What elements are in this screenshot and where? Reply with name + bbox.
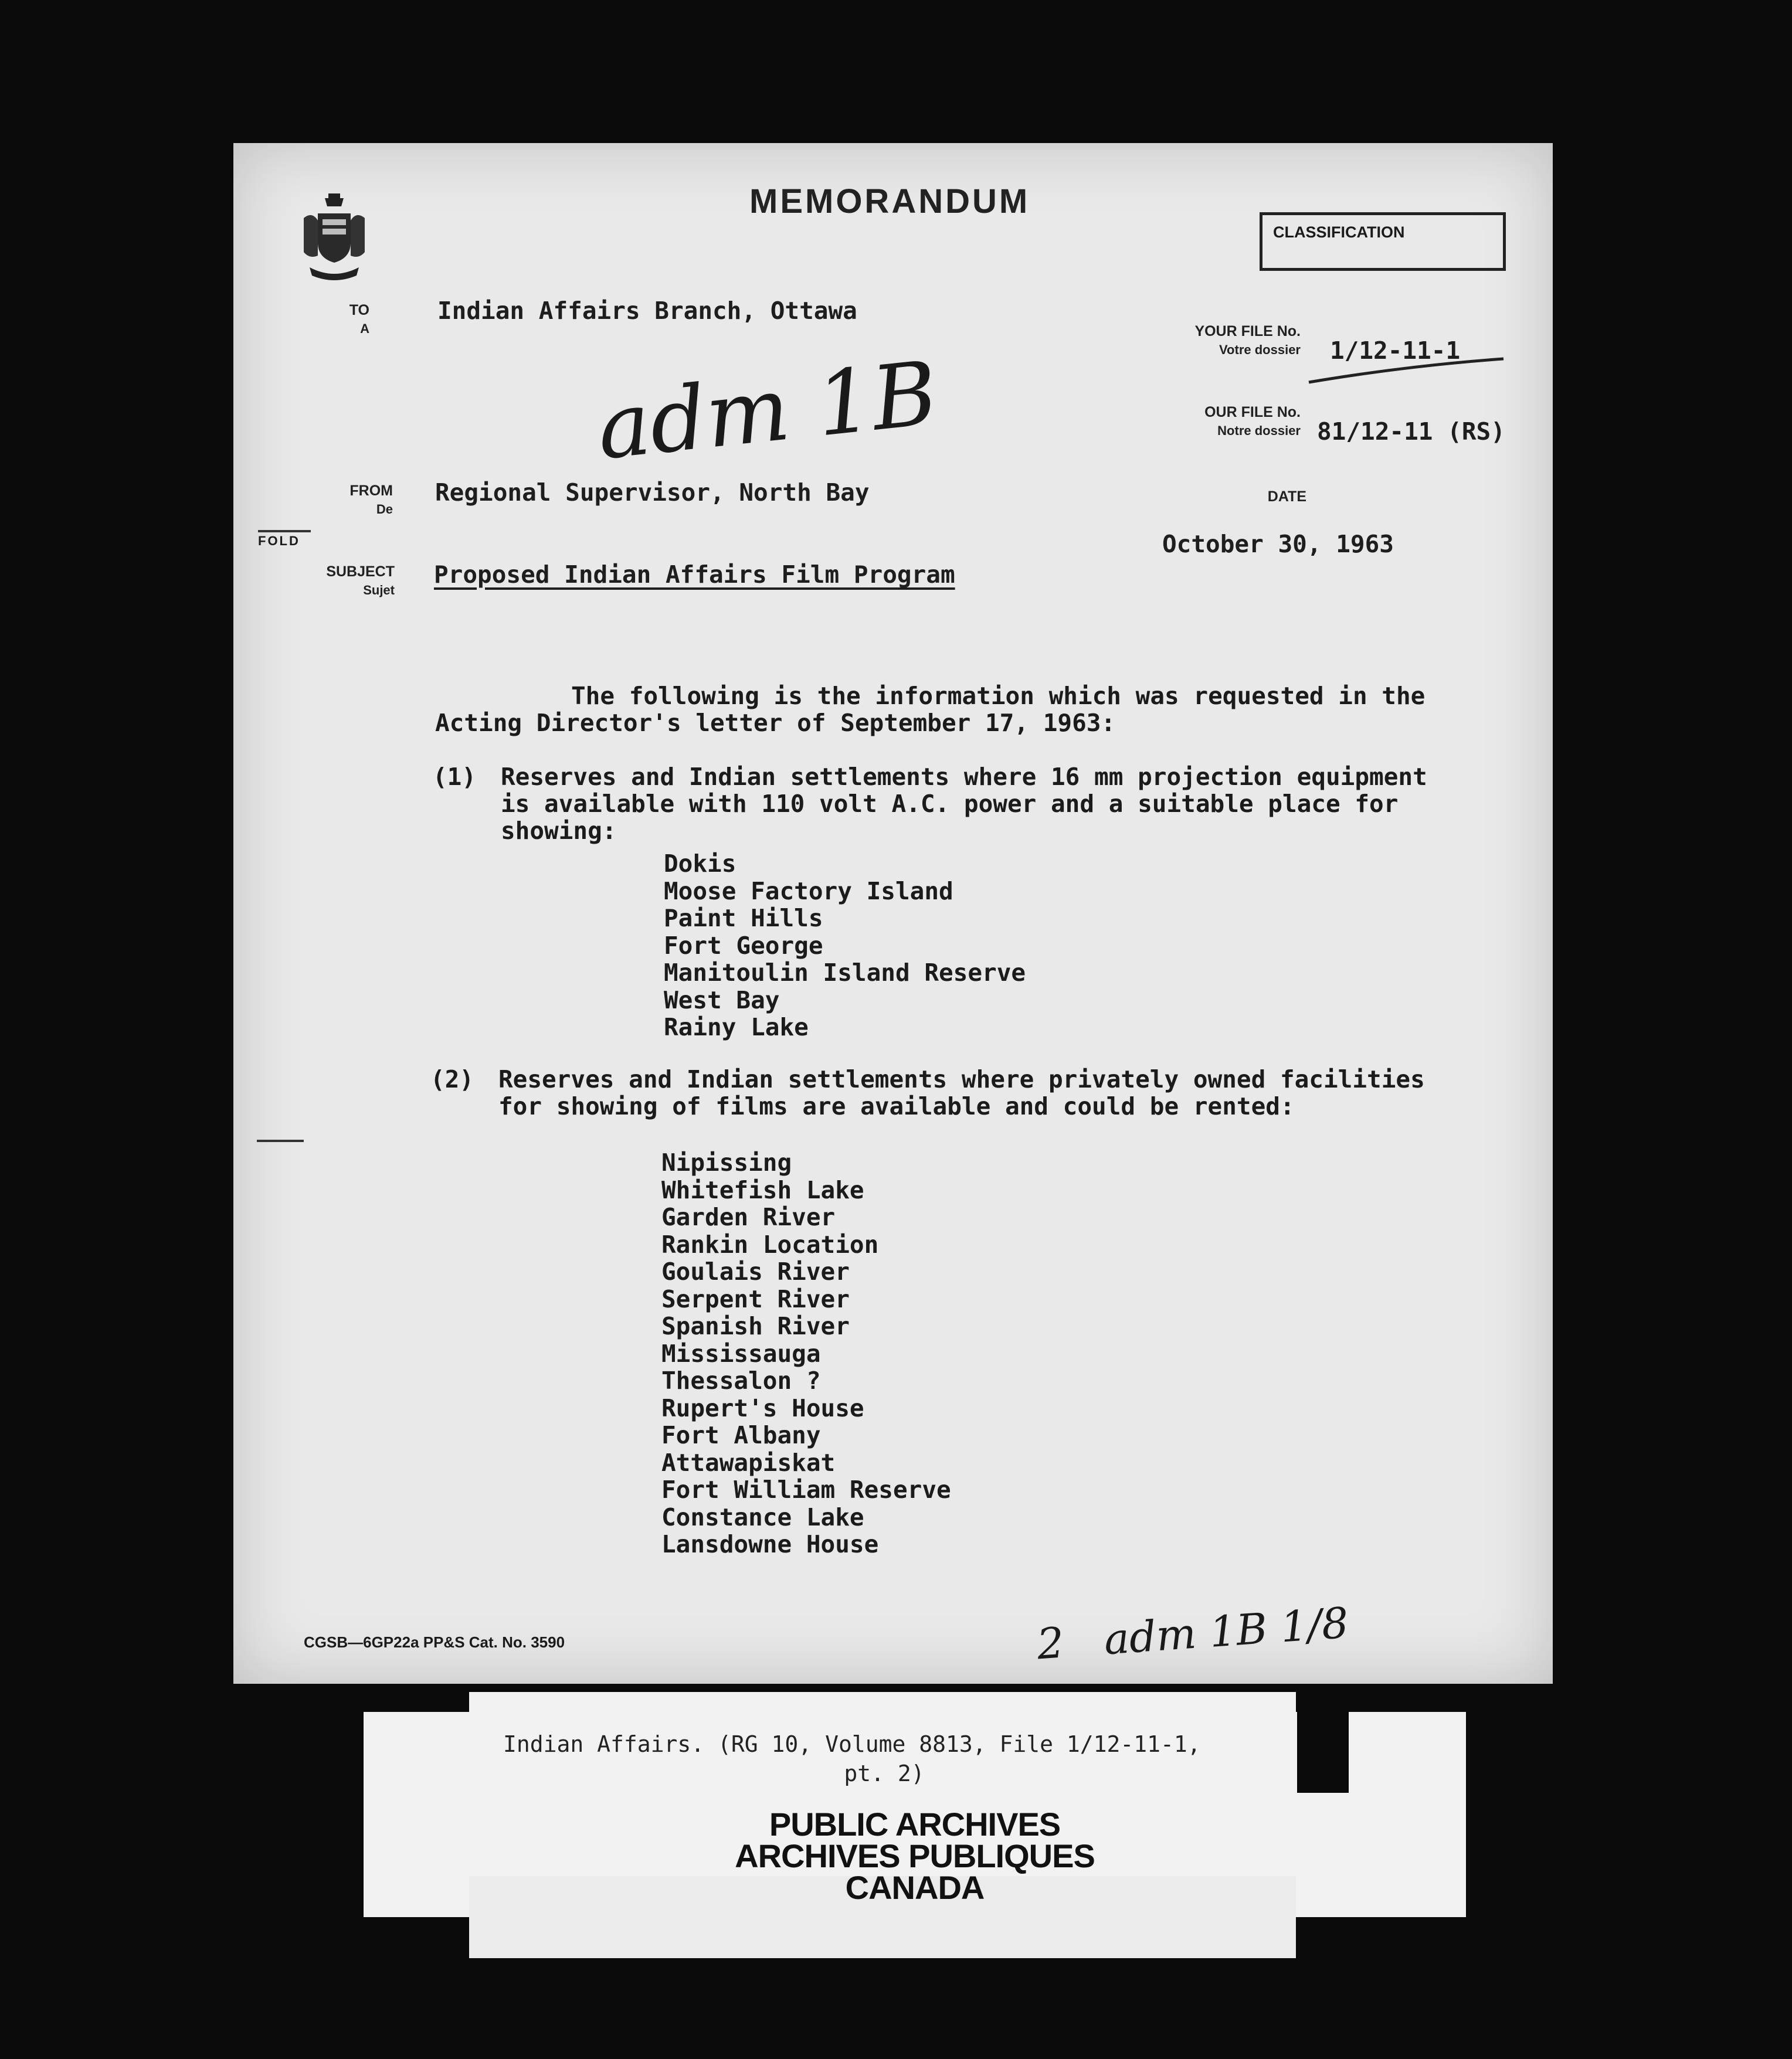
place-list-item: Rupert's House [661, 1394, 864, 1422]
citation-line-1: Indian Affairs. (RG 10, Volume 8813, File 1/12-11-1, [503, 1731, 1201, 1757]
to-label: TO [349, 302, 369, 318]
place-list-item: Thessalon ? [661, 1367, 821, 1395]
our-file-sub-label: Notre dossier [1217, 423, 1301, 438]
from-sub-label: De [376, 502, 393, 517]
stamp-line-1: PUBLIC ARCHIVES [769, 1806, 1061, 1843]
file-underline-mark [1306, 354, 1506, 389]
place-list-item: Whitefish Lake [661, 1175, 864, 1204]
handwritten-note: adm 1B [592, 342, 942, 480]
subject-sub-label: Sujet [363, 583, 395, 597]
place-list-item: Fort Albany [661, 1421, 821, 1449]
place-list-item: Paint Hills [664, 904, 823, 932]
place-list-item: Rankin Location [661, 1230, 879, 1259]
item-2-text [498, 1066, 1425, 1120]
subject-label-block [315, 563, 395, 599]
margin-tick [257, 1140, 304, 1142]
item-1-line: is available with 110 volt A.C. power and a suitable place for [501, 790, 1399, 818]
item-2-number: (2) [430, 1065, 474, 1093]
place-list-item: Spanish River [661, 1312, 850, 1340]
stamp-line-3: CANADA [845, 1869, 985, 1906]
subject-value: Proposed Indian Affairs Film Program [434, 560, 955, 589]
place-list-item: Fort George [664, 931, 823, 960]
our-file-value: 81/12-11 (RS) [1317, 417, 1505, 446]
date-value: October 30, 1963 [1162, 530, 1394, 558]
handwritten-footer: 2 adm 1B 1/8 [1035, 1598, 1350, 1669]
place-list-item: West Bay [664, 986, 780, 1014]
memo-sheet [233, 143, 1553, 1684]
place-list-item: Goulais River [661, 1258, 850, 1286]
memo-title: MEMORANDUM [749, 182, 1030, 220]
subject-label: SUBJECT [326, 563, 395, 580]
stamp-line-2: ARCHIVES PUBLIQUES [735, 1837, 1095, 1874]
intro-line-2: Acting Director's letter of September 17, 1963: [435, 709, 1116, 737]
from-label: FROM [349, 483, 393, 499]
form-code: CGSB—6GP22a PP&S Cat. No. 3590 [304, 1633, 565, 1651]
fold-mark: FOLD [258, 530, 311, 549]
to-label-block [334, 301, 369, 338]
your-file-value: 1/12-11-1 [1330, 337, 1461, 365]
item-2-line: Reserves and Indian settlements where privately owned facilities [498, 1065, 1425, 1093]
to-sub-label: A [360, 321, 369, 336]
from-label-block [328, 482, 393, 518]
place-list-item: Mississauga [661, 1339, 821, 1368]
item-1-text [501, 763, 1427, 844]
item-1-line: Reserves and Indian settlements where 16 mm projection equipment [501, 763, 1427, 791]
archive-citation [503, 1730, 1265, 1788]
from-value: Regional Supervisor, North Bay [435, 478, 870, 507]
place-list-item: Rainy Lake [664, 1013, 809, 1041]
to-value: Indian Affairs Branch, Ottawa [437, 297, 857, 325]
item-1-place-list [664, 850, 1026, 1041]
your-file-sub-label: Votre dossier [1219, 342, 1301, 357]
archive-label-notch [1297, 1712, 1349, 1793]
place-list-item: Serpent River [661, 1285, 850, 1313]
place-list-item: Constance Lake [661, 1503, 864, 1531]
place-list-item: Moose Factory Island [664, 876, 953, 905]
classification-box [1260, 212, 1506, 271]
intro-line-1: The following is the information which was requested in the [571, 682, 1426, 710]
place-list-item: Manitoulin Island Reserve [664, 959, 1026, 987]
your-file-label: YOUR FILE No. [1194, 323, 1301, 339]
place-list-item: Fort William Reserve [661, 1476, 951, 1504]
coat-of-arms-icon [299, 190, 369, 284]
place-list-item: Dokis [664, 850, 737, 878]
item-2-place-list [661, 1149, 951, 1558]
our-file-label: OUR FILE No. [1204, 404, 1301, 420]
item-1-line: showing: [501, 817, 617, 845]
place-list-item: Garden River [661, 1203, 836, 1231]
your-file-label-block [1125, 322, 1301, 359]
citation-line-2: pt. 2) [844, 1761, 925, 1786]
date-label: DATE [1267, 488, 1306, 505]
place-list-item: Nipissing [661, 1149, 792, 1177]
classification-label: CLASSIFICATION [1273, 223, 1405, 241]
archive-stamp [616, 1806, 1214, 1906]
place-list-item: Attawapiskat [661, 1448, 836, 1477]
item-1-number: (1) [433, 763, 477, 791]
our-file-label-block [1125, 403, 1301, 440]
item-2-line: for showing of films are available and could be rented: [498, 1092, 1295, 1120]
intro-paragraph [435, 682, 1425, 736]
place-list-item: Lansdowne House [661, 1530, 879, 1558]
